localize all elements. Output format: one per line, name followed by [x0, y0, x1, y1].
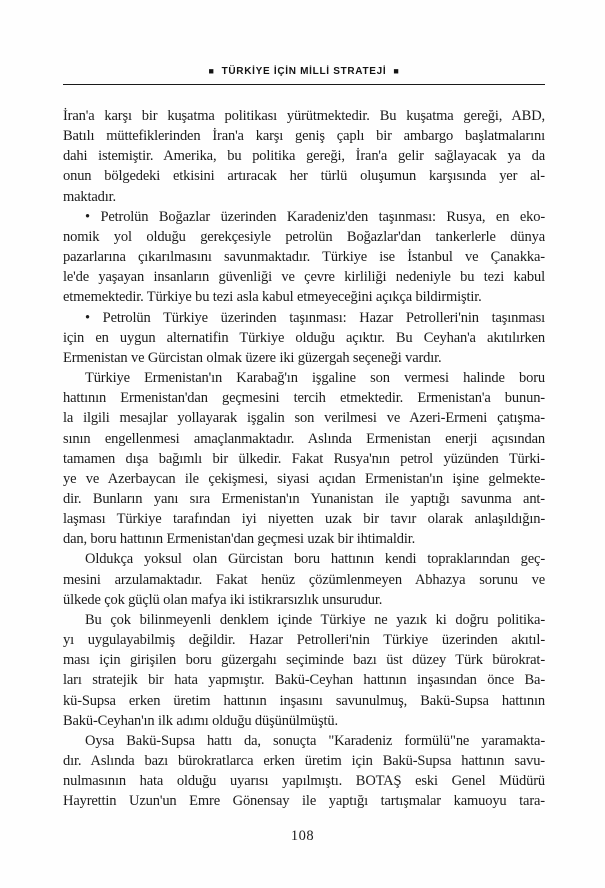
square-ornament-right-icon: ■	[393, 65, 400, 76]
text-line: Bakü-Ceyhan'ın ilk adımı olduğu düşünülmüştü.	[63, 712, 338, 729]
text-line: ye ve Azerbaycan ile çekişmesi, siyasi açıdan Ermenistan'ın işine gelmekte-	[63, 470, 545, 487]
text-line: yı uygulayabilmiş değildir. Hazar Petrolleri'nin Türkiye üzerinden akıtıl-	[63, 632, 545, 649]
text-line: Ermenistan ve Gürcistan olmak üzere iki güzergah seçeneği vardır.	[63, 349, 442, 366]
text-line: laşması Türkiye tarafından iyi niyetten uzak bir tavır olarak anlaşıldığın-	[63, 511, 545, 528]
text-line: ülkede çok güçlü olan mafya iki istikrarsızlık unsurudur.	[63, 591, 383, 608]
text-line: Oldukça yoksul olan Gürcistan boru hattının kendi topraklarından geç-	[85, 551, 545, 568]
text-line: tamamen dışa bağımlı bir ülkedir. Fakat Rusya'nın petrol yüzünden Türki-	[63, 450, 545, 467]
text-line: sının engellenmesi amaçlanmaktadır. Aslında Ermenistan enerji açısından	[63, 430, 545, 447]
text-line: • Petrolün Türkiye üzerinden taşınması: Hazar Petrolleri'nin taşınması	[85, 309, 545, 326]
text-line: için en uygun alternatifin Türkiye olduğu açıktır. Bu Ceyhan'a akıtılırken	[63, 329, 545, 346]
text-line: Batılı müttefiklerinden İran'a karşı geniş çaplı bir ambargo başlatmalarını	[63, 128, 545, 145]
text-line: Bu çok bilinmeyenli denklem içinde Türkiye ne yazık ki doğru politika-	[85, 611, 545, 628]
paragraph	[63, 106, 545, 207]
text-line: nomik yol olduğu gerekçesiyle petrolün Boğazlar'dan tankerlerle dünya	[63, 228, 545, 245]
text-line: İran'a karşı bir kuşatma politikası yürütmektedir. Bu kuşatma gereği, ABD,	[63, 108, 545, 124]
text-line: Oysa Bakü-Supsa hattı da, sonuçta "Karadeniz formülü"ne yaramakta-	[85, 732, 545, 749]
text-line: dir. Bunların yanı sıra Ermenistan'ın Yunanistan ile yaptığı savunma ant-	[63, 490, 545, 507]
text-line: Türkiye Ermenistan'ın Karabağ'ın işgaline son vermesi halinde boru	[85, 370, 545, 387]
running-title	[63, 66, 545, 77]
text-line: • Petrolün Boğazlar üzerinden Karadeniz'den taşınması: Rusya, en eko-	[85, 208, 545, 225]
text-line: nulmasının hata olduğu uyarısı yapılmıştı. BOTAŞ eski Genel Müdürü	[63, 773, 545, 790]
text-line: maktadır.	[63, 188, 117, 205]
paragraph	[63, 308, 545, 368]
text-line: mesini arzulamaktadır. Fakat henüz çözümlenmeyen Abhazya sorunu ve	[63, 571, 545, 588]
text-line: dır. Aslında bazı bürokratlarca erken üretim için Bakü-Supsa hattının savu-	[63, 753, 545, 769]
text-line: dahi istemiştir. Amerika, bu politika gereği, İran'a gelir sağlayacak ya da	[63, 148, 545, 165]
running-title-text: TÜRKİYE İÇİN MİLLİ STRATEJİ	[221, 66, 387, 77]
text-line: kü-Supsa erken üretim hattının inşasını savunulmuş, Bakü-Supsa hattının	[63, 692, 545, 709]
page-body	[63, 106, 545, 811]
text-line: etmemektedir. Türkiye bu tezi asla kabul etmeyeceğini açıkça bildirmiştir.	[63, 289, 482, 306]
page-footer	[0, 827, 605, 845]
page-number: 108	[290, 828, 315, 844]
paragraph	[63, 610, 545, 731]
paragraph	[63, 549, 545, 609]
text-line: ması için girişilen boru güzergahı seçiminde bazı üst düzey Türk bürokrat-	[63, 652, 545, 669]
page-header	[63, 66, 545, 93]
text-line: ları stratejik bir hata yapmıştır. Bakü-Ceyhan hattının inşasından önce Ba-	[63, 672, 545, 689]
paragraph	[63, 207, 545, 308]
header-divider	[63, 84, 545, 85]
text-line: Hayrettin Uzun'un Emre Gönensay ile yaptığı tartışmalar kamuoyu tara-	[63, 793, 545, 810]
square-ornament-left-icon: ■	[208, 65, 215, 76]
text-line: le'de yaşayan insanların güvenliği ve çevre kirliliği nedeniyle bu tezi kabul	[63, 269, 545, 286]
text-line: hattının Ermenistan'dan geçmesini tercih etmektedir. Ermenistan'a bunun-	[63, 390, 545, 407]
text-line: la ilgili mesajlar yollayarak işgalin son verilmesi ve Azeri-Ermeni çatışma-	[63, 410, 545, 427]
paragraph	[63, 731, 545, 812]
paragraph	[63, 368, 545, 549]
text-line: dan, boru hattının Ermenistan'dan geçmesi uzak bir ihtimaldir.	[63, 531, 416, 548]
text-line: pazarlarına çıkarılmasını savunmaktadır. Türkiye ise İstanbul ve Çanakka-	[63, 249, 545, 266]
text-line: onun bölgedeki etkisini artıracak her türlü oluşumun karşısında yer al-	[63, 168, 545, 185]
